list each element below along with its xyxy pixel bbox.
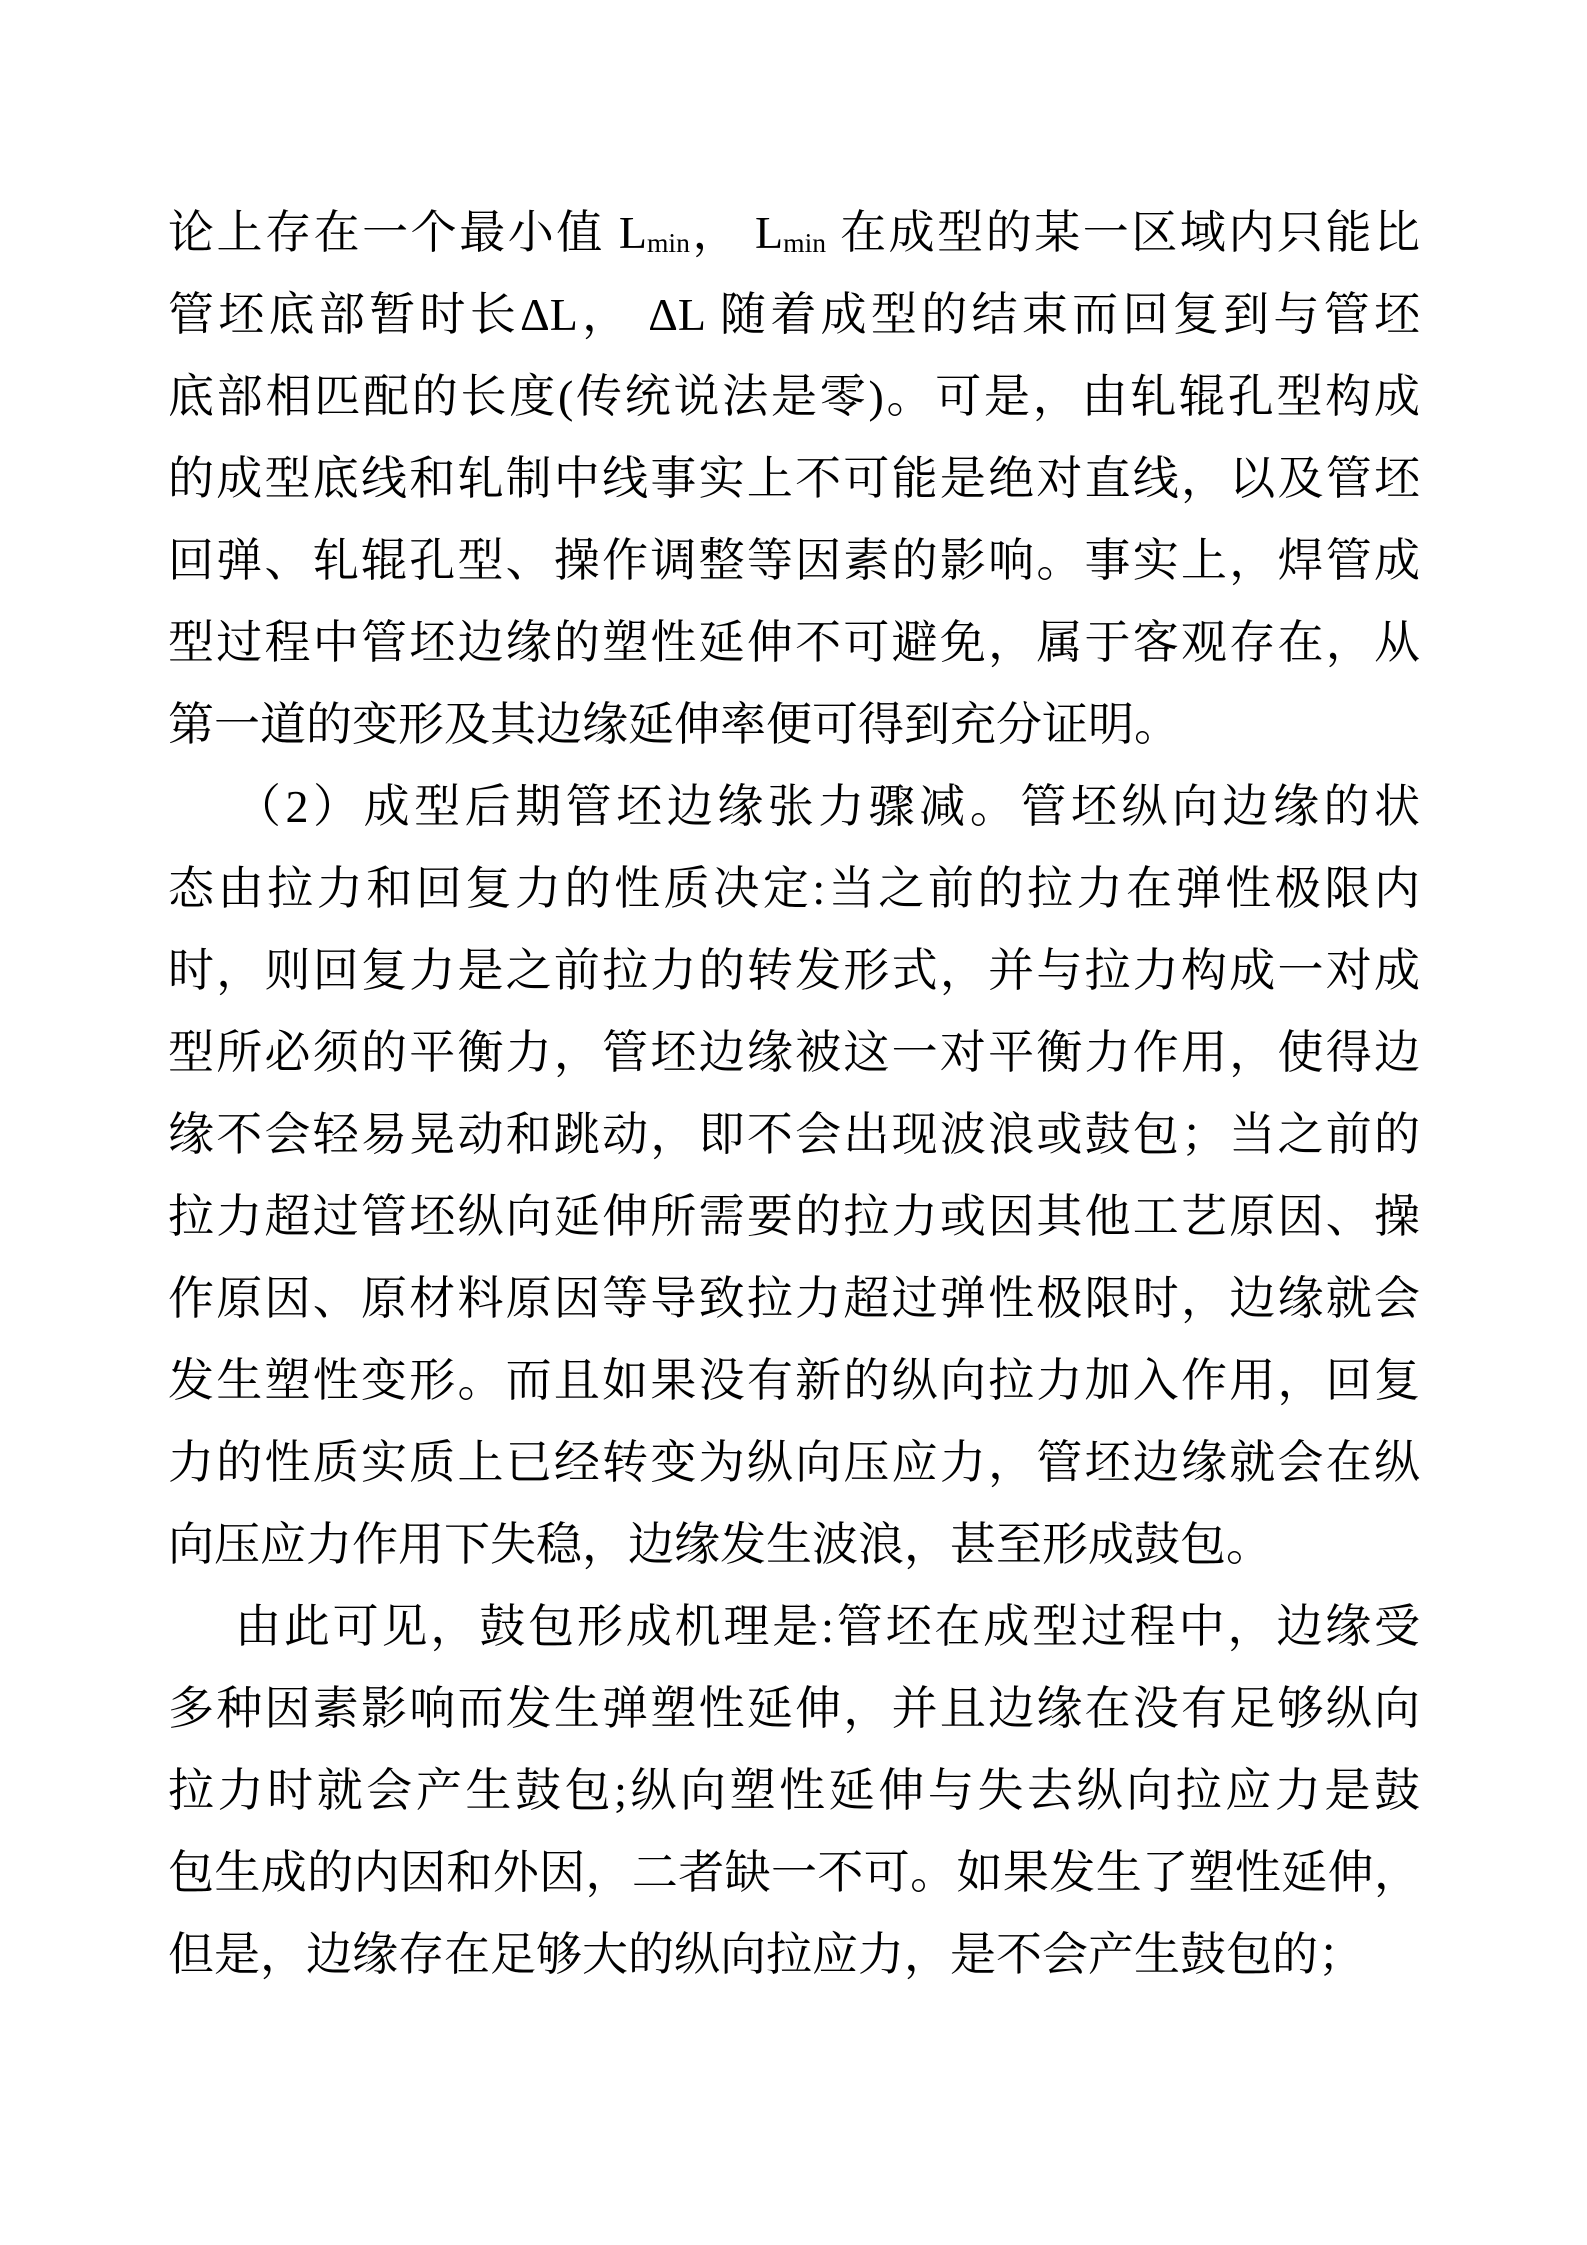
text-line: 底部相匹配的长度(传统说法是零)。可是，由轧辊孔型构成 <box>168 371 1420 422</box>
document-text-body <box>168 192 1420 1996</box>
text-line: 的成型底线和轧制中线事实上不可能是绝对直线，以及管坯 <box>168 453 1420 504</box>
text-line: 拉力超过管坯纵向延伸所需要的拉力或因其他工艺原因、操 <box>168 1191 1420 1242</box>
text-line: 管坯底部暂时长ΔL， ΔL 随着成型的结束而回复到与管坯 <box>168 289 1420 340</box>
text-run: 在成型的某一区域内只能比 <box>826 207 1420 258</box>
text-line: 第一道的变形及其边缘延伸率便可得到充分证明。 <box>168 699 1180 750</box>
text-line: 力的性质实质上已经转变为纵向压应力，管坯边缘就会在纵 <box>168 1437 1420 1488</box>
text-line: 拉力时就会产生鼓包;纵向塑性延伸与失去纵向拉应力是鼓 <box>168 1765 1420 1816</box>
text-line: 由此可见，鼓包形成机理是:管坯在成型过程中，边缘受 <box>235 1601 1420 1652</box>
text-line: 型所必须的平衡力，管坯边缘被这一对平衡力作用，使得边 <box>168 1027 1420 1078</box>
paragraph-3 <box>168 1586 1420 1996</box>
text-line: 但是，边缘存在足够大的纵向拉应力，是不会产生鼓包的； <box>168 1929 1364 1980</box>
paragraph-2 <box>168 766 1420 1586</box>
text-line: 型过程中管坯边缘的塑性延伸不可避免，属于客观存在，从 <box>168 617 1420 668</box>
text-line: 时，则回复力是之前拉力的转发形式，并与拉力构成一对成 <box>168 945 1420 996</box>
text-line: 回弹、轧辊孔型、操作调整等因素的影响。事实上，焊管成 <box>168 535 1420 586</box>
text-run: 论上存在一个最小值 L <box>168 207 647 258</box>
text-line <box>168 192 1420 274</box>
text-line: 发生塑性变形。而且如果没有新的纵向拉力加入作用，回复 <box>168 1355 1420 1406</box>
subscript-text: min <box>646 226 690 258</box>
text-line: 作原因、原材料原因等导致拉力超过弹性极限时，边缘就会 <box>168 1273 1420 1324</box>
paragraph-1 <box>168 192 1420 766</box>
text-line: 包生成的内因和外因，二者缺一不可。如果发生了塑性延伸， <box>168 1847 1420 1898</box>
text-run: ， L <box>689 207 784 258</box>
text-line: 态由拉力和回复力的性质决定:当之前的拉力在弹性极限内 <box>168 863 1420 914</box>
subscript-text: min <box>783 226 827 258</box>
text-line: 多种因素影响而发生弹塑性延伸，并且边缘在没有足够纵向 <box>168 1683 1420 1734</box>
text-line: 缘不会轻易晃动和跳动，即不会出现波浪或鼓包；当之前的 <box>168 1109 1420 1160</box>
text-line: 向压应力作用下失稳，边缘发生波浪，甚至形成鼓包。 <box>168 1519 1272 1570</box>
text-line: （2）成型后期管坯边缘张力骤减。管坯纵向边缘的状 <box>235 781 1420 832</box>
